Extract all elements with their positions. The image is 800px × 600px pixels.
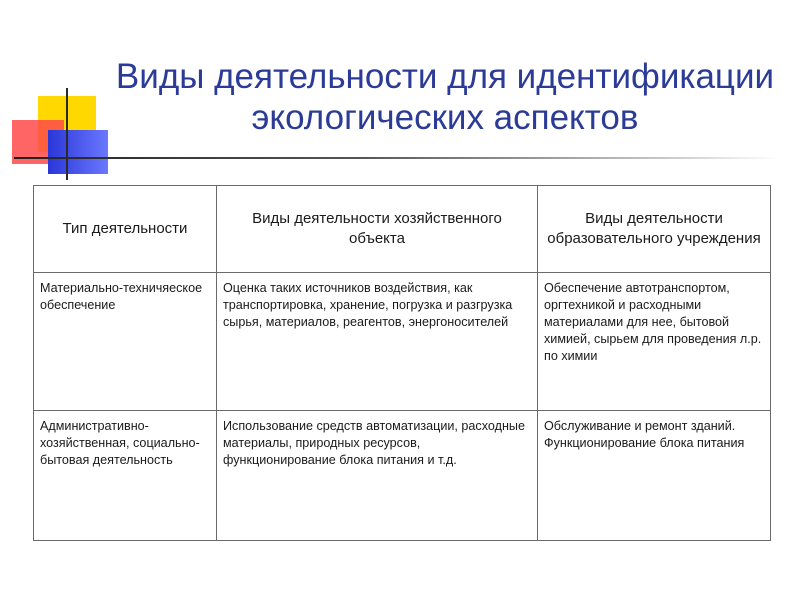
logo-blue-square [48,130,108,174]
table-cell: Использование средств автоматизации, расходные материалы, природных ресурсов, функционирование блока питания и т.д. [217,411,538,541]
slide-title-line-1: Виды деятельности для идентификации [115,57,775,96]
table-cell: Оценка таких источников воздействия, как транспортировка, хранение, погрузка и разгрузка сырья, материалов, реагентов, энергоносителей [217,273,538,411]
header-activity-type: Тип деятельности [34,186,217,273]
header-economic-object: Виды деятельности хозяйственного объекта [217,186,538,273]
table-header-row [34,186,771,273]
table-cell: Обслуживание и ремонт зданий. Функционирование блока питания [538,411,771,541]
table-row [34,273,771,411]
slide-title [100,56,790,138]
logo-vertical-line [66,88,68,180]
table-cell: Обеспечение автотранспортом, оргтехникой и расходными материалами для нее, бытовой химией, сырьем для проведения л.р. по химии [538,273,771,411]
table-row [34,411,771,541]
activities-table [33,185,771,541]
table-cell: Материально-техничяеское обеспечение [34,273,217,411]
header-educational-institution: Виды деятельности образовательного учреждения [538,186,771,273]
table-cell: Административно-хозяйственная, социально-бытовая деятельность [34,411,217,541]
title-underline [14,157,780,159]
slide-title-line-2: экологических аспектов [251,98,639,137]
